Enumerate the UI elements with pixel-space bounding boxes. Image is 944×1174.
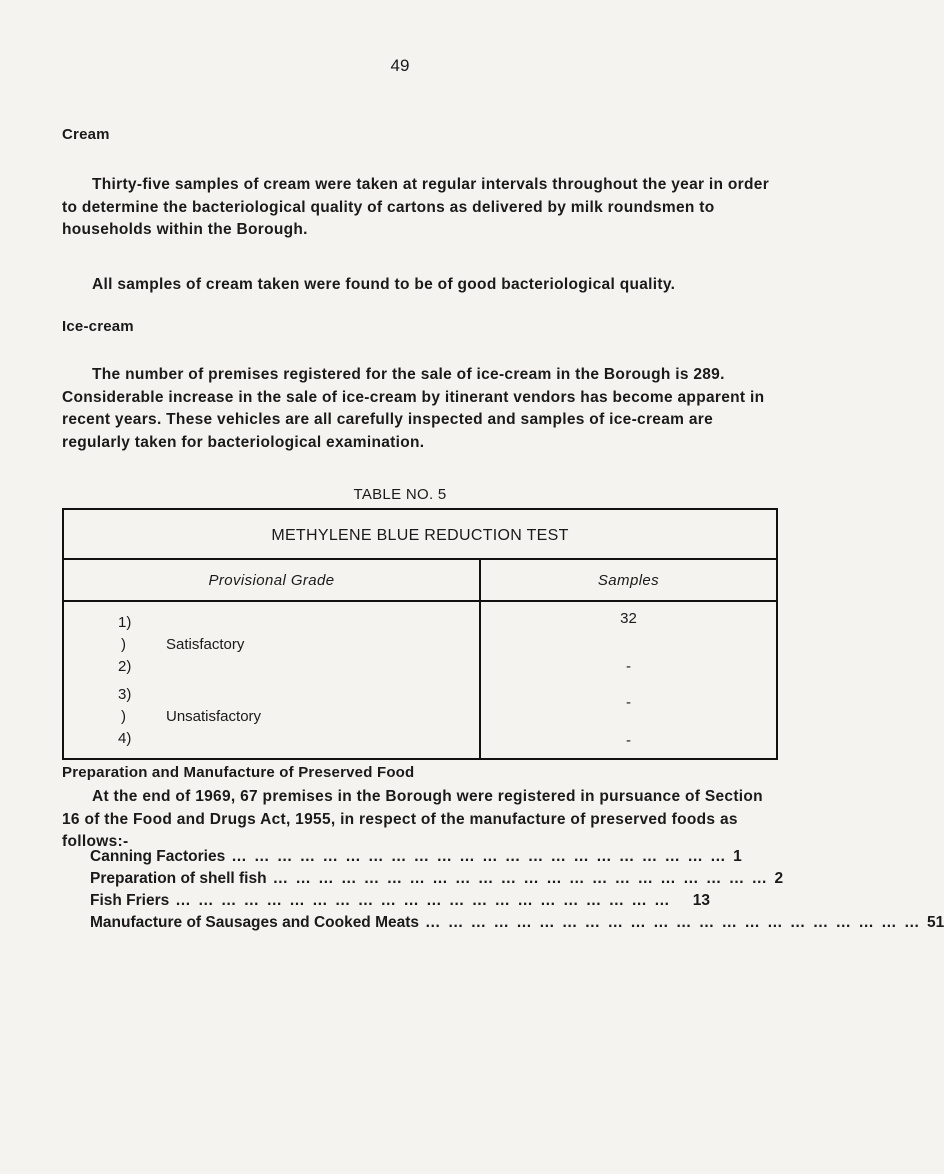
list-item — [90, 890, 710, 912]
premises-count: 51 — [926, 914, 944, 931]
premises-label: Canning Factories — [90, 848, 226, 865]
leader-dots: … … … … … … … … … … … … … … … … … … … … … … — [425, 914, 921, 931]
methylene-blue-table — [62, 508, 778, 760]
leader-dots: … … … … … … … … … … … … … … … … … … … … … … — [272, 870, 769, 887]
premises-list — [90, 846, 944, 934]
list-item — [90, 912, 944, 934]
samples-value-2: - — [626, 658, 631, 675]
cream-quality-paragraph: All samples of cream taken were found to be of good bacteriological quality. — [92, 276, 676, 293]
premises-count: 1 — [733, 848, 742, 865]
samples-value-1: 32 — [620, 610, 637, 627]
grade-bracket-2: ) — [121, 708, 126, 725]
page-number: 49 — [390, 56, 410, 75]
grade-unsatisfactory: Unsatisfactory — [166, 708, 262, 725]
grade-satisfactory: Satisfactory — [166, 636, 245, 653]
samples-value-4: - — [626, 732, 631, 749]
grade-bracket-1: ) — [121, 636, 126, 653]
leader-dots: … … … … … … … … … … … … … … … … … … … … … … — [175, 892, 672, 909]
premises-count: 2 — [774, 870, 784, 887]
list-item — [90, 846, 742, 868]
row-divider — [64, 600, 776, 602]
ice-cream-paragraph: The number of premises registered for the sale of ice-cream in the Borough is 289. Considerable increase in the sale of ice-cream by itinerant vendors has become apparent in recent years. These vehicles are all carefully inspected and samples of ice-cream are regularly taken for bacteriological examination. — [62, 366, 765, 451]
table-header: METHYLENE BLUE REDUCTION TEST — [64, 510, 776, 560]
col-header-samples: Samples — [597, 572, 660, 589]
cream-paragraph: Thirty-five samples of cream were taken at regular intervals throughout the year in order to determine the bacteriological quality of cartons as delivered by milk roundsmen to households within the Borough. — [62, 176, 770, 238]
premises-label: Fish Friers — [90, 892, 170, 909]
table-title: TABLE NO. 5 — [353, 486, 447, 503]
premises-label: Preparation of shell fish — [90, 870, 267, 887]
grade-marker-1: 1) — [118, 614, 132, 631]
leader-dots: … … … … … … … … … … … … … … … … … … … … … … — [231, 848, 728, 865]
premises-label: Manufacture of Sausages and Cooked Meats — [90, 914, 420, 931]
cream-heading: Cream — [62, 126, 110, 143]
grade-marker-4: 4) — [118, 730, 132, 747]
samples-value-3: - — [626, 694, 631, 711]
grade-marker-2: 2) — [118, 658, 132, 675]
ice-cream-heading: Ice-cream — [62, 318, 134, 335]
col-header-grade: Provisional Grade — [208, 572, 335, 589]
preserved-food-paragraph: At the end of 1969, 67 premises in the Borough were registered in pursuance of Section 16 of the Food and Drugs Act, 1955, in respect of the manufacture of preserved foods as follows:- — [62, 788, 763, 850]
premises-count: 13 — [692, 892, 710, 909]
grade-marker-3: 3) — [118, 686, 132, 703]
preserved-food-heading: Preparation and Manufacture of Preserved Food — [62, 764, 415, 781]
list-item — [90, 868, 784, 890]
